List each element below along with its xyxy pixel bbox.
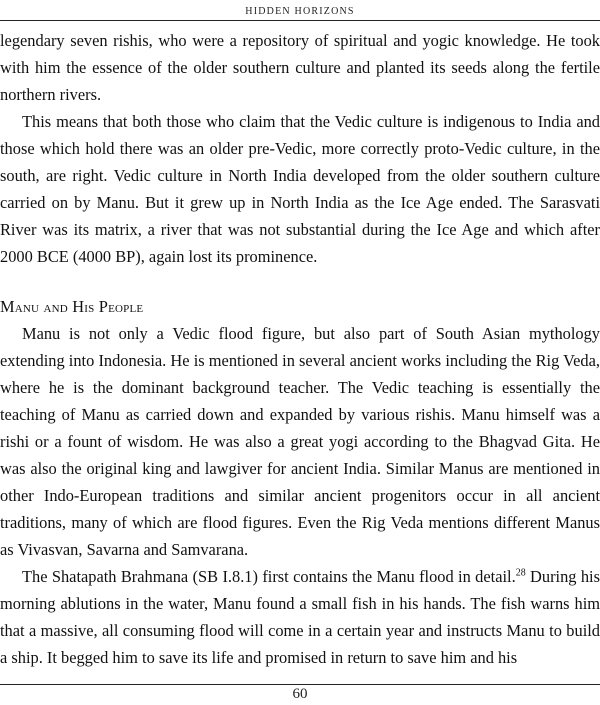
paragraph-shatapath bbox=[0, 563, 600, 671]
footnote-marker: 28 bbox=[515, 567, 526, 579]
running-head-title: HIDDEN HORIZONS bbox=[245, 6, 355, 17]
paragraph-continuation: legendary seven rishis, who were a repository of spiritual and yogic knowledge. He took with him the essence of the older southern culture and planted its seeds along the fertile northern rivers. bbox=[0, 31, 600, 104]
paragraph-vedic-culture bbox=[0, 108, 600, 270]
paragraph-text: During his morning ablutions in the water, Manu found a small fish in his hands. The fish warns him that a massive, all consuming flood will come in a certain year and instructs Manu to build a ship. It begged him to save its life and promised in return to save him and his bbox=[0, 567, 600, 667]
page-body bbox=[0, 27, 600, 671]
era-abbreviation: BCE bbox=[36, 247, 69, 266]
paragraph-text: The Shatapath Brahmana (SB I.8.1) first contains the Manu flood in detail. bbox=[22, 567, 516, 586]
page-number: 60 bbox=[292, 686, 308, 702]
header-rule bbox=[0, 20, 600, 21]
paragraph-text: This means that both those who claim that the Vedic culture is indigenous to India and those which hold there was an older pre-Vedic, more correctly proto-Vedic culture, in the south, are right. Vedic culture in North India developed from the older southern culture carried on by Manu. But it grew up in North India as the Ice Age ended. The Sarasvati River was its matrix, a river that was not substantial during the Ice Age and which after 2000 bbox=[0, 112, 600, 266]
paragraph-text: ), again lost its prominence. bbox=[135, 247, 318, 266]
paragraph-manu-figure: Manu is not only a Vedic flood figure, but also part of South Asian mythology extending into Indonesia. He is mentioned in several ancient works including the Rig Veda, where he is the dominant background teacher. The Vedic teaching is essentially the teaching of Manu as carried down and expanded by various rishis. Manu himself was a rishi or a fount of wisdom. He was also a great yogi according to the Bhagvad Gita. He was also the original king and lawgiver for ancient India. Similar Manus are mentioned in other Indo-European traditions and similar ancient progenitors occur in all ancient traditions, many of which are flood figures. Even the Rig Veda mentions different Manus as Vivasvan, Savarna and Samvarana. bbox=[0, 324, 600, 559]
era-abbreviation: BP bbox=[115, 247, 136, 266]
paragraph-text: (4000 bbox=[68, 247, 116, 266]
section-spacer bbox=[0, 270, 600, 293]
section-heading: Manu and His People bbox=[0, 297, 144, 316]
